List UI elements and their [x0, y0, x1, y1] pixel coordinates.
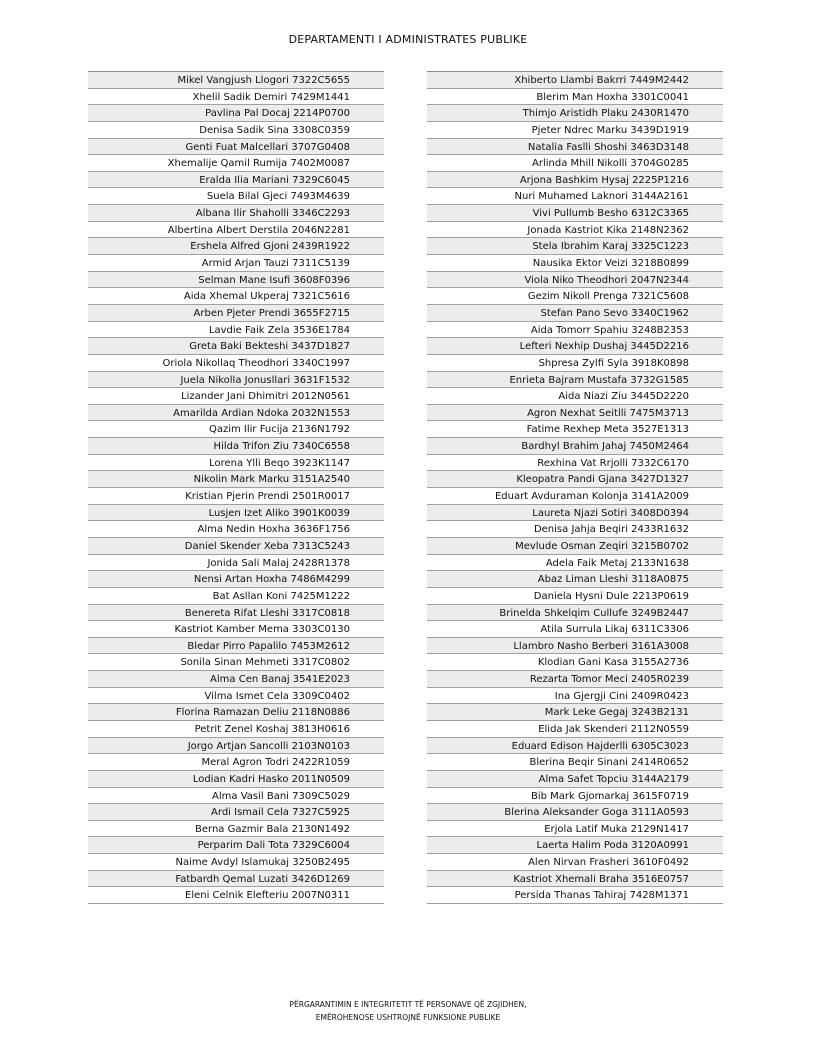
list-item: Eduard Edison Hajderlli 6305C3023 [427, 738, 723, 755]
list-item: Arben Pjeter Prendi 3655F2715 [88, 305, 384, 322]
list-item: Nensi Artan Hoxha 7486M4299 [88, 571, 384, 588]
footer-line-2: EMËROHENOSE USHTROJNË FUNKSIONE PUBLIKE [315, 1013, 501, 1022]
list-item: Atila Surrula Likaj 6311C3306 [427, 621, 723, 638]
list-item: Lizander Jani Dhimitri 2012N0561 [88, 388, 384, 405]
list-item: Denisa Sadik Sina 3308C0359 [88, 122, 384, 139]
list-item: Kleopatra Pandi Gjana 3427D1327 [427, 471, 723, 488]
list-item: Lodian Kadri Hasko 2011N0509 [88, 771, 384, 788]
list-item: Fatime Rexhep Meta 3527E1313 [427, 421, 723, 438]
list-item: Kastriot Kamber Mema 3303C0130 [88, 621, 384, 638]
list-item: Greta Baki Bekteshi 3437D1827 [88, 338, 384, 355]
list-item: Mark Leke Gegaj 3243B2131 [427, 704, 723, 721]
list-item: Jorgo Artjan Sancolli 2103N0103 [88, 738, 384, 755]
list-item: Blerim Man Hoxha 3301C0041 [427, 89, 723, 106]
list-item: Perparim Dali Tota 7329C6004 [88, 837, 384, 854]
list-item: Abaz Liman Lleshi 3118A0875 [427, 571, 723, 588]
list-item: Rexhina Vat Rrjolli 7332C6170 [427, 455, 723, 472]
list-item: Xhiberto Llambi Bakrri 7449M2442 [427, 72, 723, 89]
list-item: Hilda Trifon Ziu 7340C6558 [88, 438, 384, 455]
list-item: Aida Niazi Ziu 3445D2220 [427, 388, 723, 405]
list-item: Jonada Kastriot Kika 2148N2362 [427, 222, 723, 239]
list-item: Armid Arjan Tauzi 7311C5139 [88, 255, 384, 272]
list-item: Bledar Pirro Papalilo 7453M2612 [88, 638, 384, 655]
list-item: Laureta Njazi Sotiri 3408D0394 [427, 505, 723, 522]
list-item: Arlinda Mhill Nikolli 3704G0285 [427, 155, 723, 172]
list-item: Rezarta Tomor Meci 2405R0239 [427, 671, 723, 688]
list-item: Llambro Nasho Berberi 3161A3008 [427, 638, 723, 655]
list-item: Blerina Beqir Sinani 2414R0652 [427, 754, 723, 771]
list-item: Juela Nikolla Jonusllari 3631F1532 [88, 372, 384, 389]
list-item: Alma Vasil Bani 7309C5029 [88, 788, 384, 805]
list-item: Bat Asllan Koni 7425M1222 [88, 588, 384, 605]
list-item: Arjona Bashkim Hysaj 2225P1216 [427, 172, 723, 189]
list-item: Eleni Celnik Elefteriu 2007N0311 [88, 887, 384, 904]
list-item: Erjola Latif Muka 2129N1417 [427, 821, 723, 838]
list-item: Enrieta Bajram Mustafa 3732G1585 [427, 372, 723, 389]
page-title: DEPARTAMENTI I ADMINISTRATES PUBLIKE [288, 33, 528, 46]
list-item: Lusjen Izet Aliko 3901K0039 [88, 505, 384, 522]
list-item: Shpresa Zylfi Syla 3918K0898 [427, 355, 723, 372]
list-item: Alma Safet Topciu 3144A2179 [427, 771, 723, 788]
list-item: Berna Gazmir Bala 2130N1492 [88, 821, 384, 838]
list-item: Daniel Skender Xeba 7313C5243 [88, 538, 384, 555]
list-item: Eduart Avduraman Kolonja 3141A2009 [427, 488, 723, 505]
list-item: Xhelil Sadik Demiri 7429M1441 [88, 89, 384, 106]
list-item: Laerta Halim Poda 3120A0991 [427, 837, 723, 854]
list-item: Albertina Albert Derstila 2046N2281 [88, 222, 384, 239]
list-item: Amarilda Ardian Ndoka 2032N1553 [88, 405, 384, 422]
list-item: Ardi Ismail Cela 7327C5925 [88, 804, 384, 821]
list-item: Xhemalije Qamil Rumija 7402M0087 [88, 155, 384, 172]
list-item: Pjeter Ndrec Marku 3439D1919 [427, 122, 723, 139]
list-item: Aida Tomorr Spahiu 3248B2353 [427, 322, 723, 339]
list-item: Bardhyl Brahim Jahaj 7450M2464 [427, 438, 723, 455]
list-item: Lefteri Nexhip Dushaj 3445D2216 [427, 338, 723, 355]
list-item: Albana Ilir Shaholli 3346C2293 [88, 205, 384, 222]
list-item: Genti Fuat Malcellari 3707G0408 [88, 139, 384, 156]
list-item: Selman Mane Isufi 3608F0396 [88, 272, 384, 289]
list-item: Adela Faik Metaj 2133N1638 [427, 555, 723, 572]
list-item: Mevlude Osman Zeqiri 3215B0702 [427, 538, 723, 555]
list-item: Alma Nedin Hoxha 3636F1756 [88, 521, 384, 538]
footer-line-1: PËRGARANTIMIN E INTEGRITETIT TË PERSONAVE QË ZGJIDHEN, [289, 1000, 527, 1009]
list-item: Fatbardh Qemal Luzati 3426D1269 [88, 871, 384, 888]
list-item: Ershela Alfred Gjoni 2439R1922 [88, 238, 384, 255]
list-item: Nausika Ektor Veizi 3218B0899 [427, 255, 723, 272]
list-item: Nuri Muhamed Laknori 3144A2161 [427, 188, 723, 205]
list-item: Brinelda Shkelqim Cullufe 3249B2447 [427, 605, 723, 622]
list-item: Thimjo Aristidh Plaku 2430R1470 [427, 105, 723, 122]
list-item: Lavdie Faik Zela 3536E1784 [88, 322, 384, 339]
list-item: Aida Xhemal Ukperaj 7321C5616 [88, 288, 384, 305]
list-item: Vivi Pullumb Besho 6312C3365 [427, 205, 723, 222]
list-item: Pavlina Pal Docaj 2214P0700 [88, 105, 384, 122]
left-name-list [88, 71, 384, 904]
list-item: Petrit Zenel Koshaj 3813H0616 [88, 721, 384, 738]
list-item: Nikolin Mark Marku 3151A2540 [88, 471, 384, 488]
list-item: Stela Ibrahim Karaj 3325C1223 [427, 238, 723, 255]
list-item: Suela Bilal Gjeci 7493M4639 [88, 188, 384, 205]
list-item: Oriola Nikollaq Theodhori 3340C1997 [88, 355, 384, 372]
page-footer [0, 998, 816, 1024]
list-item: Denisa Jahja Beqiri 2433R1632 [427, 521, 723, 538]
list-item: Agron Nexhat Seitlli 7475M3713 [427, 405, 723, 422]
list-item: Klodian Gani Kasa 3155A2736 [427, 654, 723, 671]
list-item: Naime Avdyl Islamukaj 3250B2495 [88, 854, 384, 871]
list-item: Ina Gjergji Cini 2409R0423 [427, 688, 723, 705]
list-item: Persida Thanas Tahiraj 7428M1371 [427, 887, 723, 904]
list-item: Stefan Pano Sevo 3340C1962 [427, 305, 723, 322]
list-item: Mikel Vangjush Llogori 7322C5655 [88, 72, 384, 89]
list-item: Kastriot Xhemali Braha 3516E0757 [427, 871, 723, 888]
list-item: Qazim Ilir Fucija 2136N1792 [88, 421, 384, 438]
list-item: Jonida Sali Malaj 2428R1378 [88, 555, 384, 572]
list-item: Benereta Rifat Lleshi 3317C0818 [88, 605, 384, 622]
list-item: Lorena Ylli Beqo 3923K1147 [88, 455, 384, 472]
list-item: Sonila Sinan Mehmeti 3317C0802 [88, 654, 384, 671]
list-item: Blerina Aleksander Goga 3111A0593 [427, 804, 723, 821]
list-item: Gezim Nikoll Prenga 7321C5608 [427, 288, 723, 305]
list-item: Eralda Ilia Mariani 7329C6045 [88, 172, 384, 189]
list-item: Bib Mark Gjomarkaj 3615F0719 [427, 788, 723, 805]
list-item: Alen Nirvan Frasheri 3610F0492 [427, 854, 723, 871]
list-item: Kristian Pjerin Prendi 2501R0017 [88, 488, 384, 505]
list-item: Viola Niko Theodhori 2047N2344 [427, 272, 723, 289]
list-item: Meral Agron Todri 2422R1059 [88, 754, 384, 771]
list-item: Elida Jak Skenderi 2112N0559 [427, 721, 723, 738]
right-name-list [427, 71, 723, 904]
list-item: Daniela Hysni Dule 2213P0619 [427, 588, 723, 605]
list-item: Natalia Faslli Shoshi 3463D3148 [427, 139, 723, 156]
list-item: Alma Cen Banaj 3541E2023 [88, 671, 384, 688]
list-item: Florina Ramazan Deliu 2118N0886 [88, 704, 384, 721]
list-item: Vilma Ismet Cela 3309C0402 [88, 688, 384, 705]
